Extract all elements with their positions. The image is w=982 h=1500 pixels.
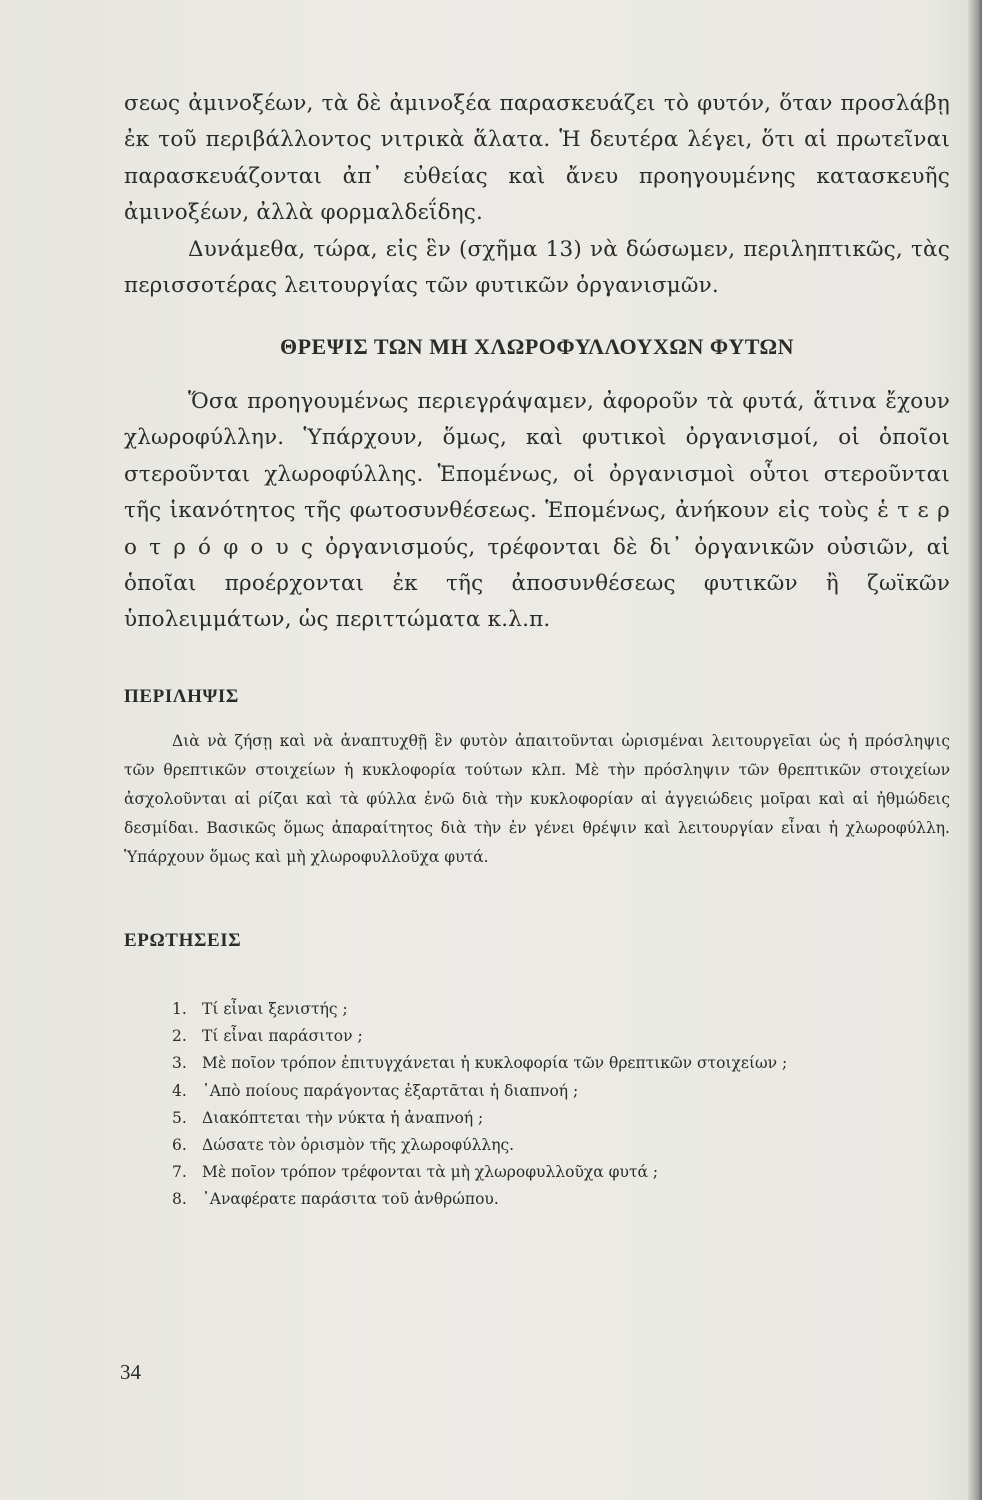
question-number: 3. [172,1054,187,1073]
question-number: 5. [172,1108,187,1127]
question-item [172,996,962,1023]
question-item [172,1023,962,1050]
question-text: Δώσατε τὸν ὁρισμὸν τῆς χλωροφύλλης. [202,1136,515,1155]
question-item [172,1050,962,1077]
question-item [172,1132,962,1159]
questions-label: ΕΡΩΤΗΣΕΙΣ [124,930,242,951]
question-item [172,1159,962,1186]
question-text: ᾽Αναφέρατε παράσιτα τοῦ ἀνθρώπου. [202,1190,499,1209]
section-paragraph: Ὅσα προηγουμένως περιεγράψαμεν, ἀφοροῦν τὰ φυτά, ἅτινα ἔχουν χλωροφύλλην. Ὑπάρχουν, ὅμως, καὶ φυτικοὶ ὀργανισμοί, οἱ ὁποῖοι στεροῦνται χλωροφύλλης. Ἑπομένως, οἱ ὀργανισμοὶ οὗτοι στεροῦνται τῆς ἱκανότητος τῆς φωτοσυνθέσεως. Ἑπομένως, ἀνήκουν εἰς τοὺς ἑ τ ε ρ ο τ ρ ό φ ο υ ς ὀργανισμούς, τρέφονται δὲ δι᾽ ὀργανικῶν οὐσιῶν, αἱ ὁποῖαι προέρχονται ἐκ τῆς ἀποσυνθέσεως φυτικῶν ἢ ζωϊκῶν ὑπολειμμάτων, ὡς περιττώματα κ.λ.π. [124,389,950,633]
question-item [172,1186,962,1213]
question-number: 6. [172,1136,187,1155]
question-item [172,1078,962,1105]
paragraph-continued: σεως ἀμινοξέων, τὰ δὲ ἀμινοξέα παρασκευάζει τὸ φυτόν, ὅταν προσλάβῃ ἐκ τοῦ περιβάλλοντος νιτρικὰ ἅλατα. Ἡ δευτέρα λέγει, ὅτι αἱ πρωτεῖναι παρασκευάζονται ἀπ᾽ εὐθείας καὶ ἄνευ προηγουμένης κατασκευῆς ἀμινοξέων, ἀλλὰ φορμαλδεΐδης. [124,91,950,226]
page-edge-shadow [968,0,982,1500]
question-number: 7. [172,1163,187,1182]
question-number: 4. [172,1081,187,1100]
question-text: Μὲ ποῖον τρόπον ἐπιτυγχάνεται ἡ κυκλοφορία τῶν θρεπτικῶν στοιχείων ; [202,1054,788,1073]
page-number: 34 [120,1360,141,1384]
summary-text: Διὰ νὰ ζήσῃ καὶ νὰ ἀναπτυχθῇ ἓν φυτὸν ἀπαιτοῦνται ὡρισμέναι λειτουργεῖαι ὡς ἡ πρόσληψις τῶν θρεπτικῶν στοιχείων ἡ κυκλοφορία τούτων κλπ. Μὲ τὴν πρόσληψιν τῶν θρεπτικῶν στοιχείων ἀσχολοῦνται αἱ ρίζαι καὶ τὰ φύλλα ἐνῶ διὰ τὴν κυκλοφορίαν αἱ ἀγγειώδεις μοῖραι καὶ αἱ ἠθμώδεις δεσμίδαι. Βασικῶς ὅμως ἀπαραίτητος διὰ τὴν ἐν γένει θρέψιν καὶ λειτουργίαν εἶναι ἡ χλωροφύλλη. Ὑπάρχουν ὅμως καὶ μὴ χλωροφυλλοῦχα φυτά. [124,732,950,866]
summary-label: ΠΕΡΙΛΗΨΙΣ [124,686,239,707]
section-heading: ΘΡΕΨΙΣ ΤΩΝ ΜΗ ΧΛΩΡΟΦΥΛΛΟΥΧΩΝ ΦΥΤΩΝ [279,334,794,359]
questions-list [172,996,962,1214]
question-text: Μὲ ποῖον τρόπον τρέφονται τὰ μὴ χλωροφυλλοῦχα φυτά ; [202,1163,659,1182]
question-item [172,1105,962,1132]
question-text: Διακόπτεται τὴν νύκτα ἡ ἀναπνοή ; [202,1108,484,1127]
question-number: 1. [172,1000,187,1018]
question-number: 8. [172,1190,187,1209]
paragraph-figure-reference: Δυνάμεθα, τώρα, εἰς ἓν (σχῆμα 13) νὰ δώσωμεν, περιληπτικῶς, τὰς περισσοτέρας λειτουργίας τῶν φυτικῶν ὀργανισμῶν. [124,237,950,299]
question-text: Τί εἶναι ξενιστής ; [202,1000,348,1018]
question-number: 2. [172,1027,187,1046]
question-text: ᾽Απὸ ποίους παράγοντας ἐξαρτᾶται ἡ διαπνοή ; [202,1081,579,1100]
question-text: Τί εἶναι παράσιτον ; [202,1027,363,1046]
